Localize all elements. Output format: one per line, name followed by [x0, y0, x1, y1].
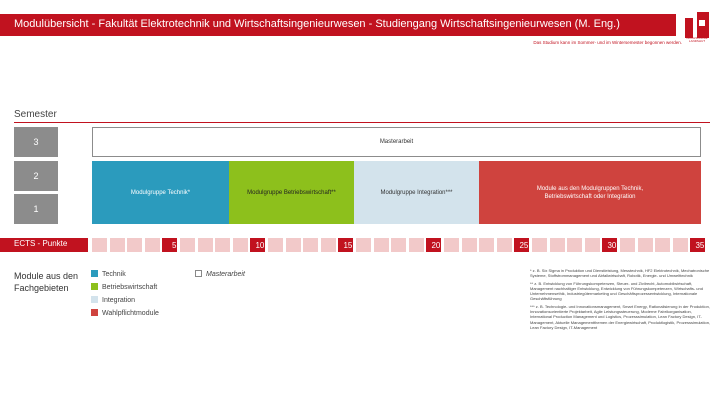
ects-cell [409, 238, 424, 252]
logo-text: HOCHSCHULE LANDSHUT [686, 36, 708, 43]
ects-cell [479, 238, 494, 252]
ects-label-bar [0, 238, 88, 252]
ects-cell [215, 238, 230, 252]
ects-cell [374, 238, 389, 252]
legend-item-integration [91, 296, 135, 304]
footnote-bwl: ** z. B. Entwicklung von Führungskompetenzen, Steuer- und Zivilrecht, Automobilwirtschaft, Management nachhaltiger Entwicklung, Entwicklung von Führungskompetenzen, Wirtschafts- und Unternehmensethik, Industriegütermarketing und Geschäftsprozessentwicklung, Internationale Geschäftsführung [530, 280, 703, 302]
legend-item-masterarbeit [195, 270, 245, 278]
legend-item-betriebswirtschaft [91, 283, 157, 291]
ects-cell [233, 238, 248, 252]
legend-item-wahlpflicht [91, 309, 159, 317]
module-technik-label: Modulgruppe Technik* [130, 189, 191, 196]
ects-cell [145, 238, 160, 252]
module-betriebswirtschaft [229, 161, 354, 224]
semester-box-2: 2 [14, 161, 58, 191]
ects-cell [110, 238, 125, 252]
legend-item-technik [91, 270, 126, 278]
ects-cell [268, 238, 283, 252]
ects-cell [567, 238, 582, 252]
module-technik [92, 161, 229, 224]
footnotes [530, 268, 712, 332]
ects-label: ECTS - Punkte [14, 239, 68, 248]
ects-mark-35: 35 [690, 238, 705, 252]
ects-cell [286, 238, 301, 252]
footnote-technik: * z. B. Six Sigma in Produktion und Dienstleistung, Messtechnik, HF2 Elektrotechnik, Mechatronische Systeme, Stoffstrommanagement und Abfallwirtschaft, Robotik, Energie- und Umwelttechnik [530, 268, 710, 279]
semester-divider [14, 122, 710, 123]
ects-cell [638, 238, 653, 252]
ects-mark-25: 25 [514, 238, 529, 252]
ects-cell [532, 238, 547, 252]
legend-swatch-technik [91, 270, 98, 277]
semester-box-3: 3 [14, 127, 58, 157]
legend-swatch-bwl [91, 283, 98, 290]
ects-cell [444, 238, 459, 252]
legend-label: Wahlpflichtmodule [102, 310, 159, 317]
ects-cell [303, 238, 318, 252]
ects-cell [585, 238, 600, 252]
footnote-integration: *** z. B. Technologie- und Innovationsmanagement, Smart Energy, Rationalisierung in der Produktion, Innovationsorientierte Projektarbeit, Agile Leistungssteuerung, Moderne Fabrikorganisation, International Production Management und Logistics, Prozesssimulation, Lean Factory Design, IT-Management, Aktuelle Managementthemen der Energiewirtschaft, Produktlogistik, Prozesssimulation, Lean Factory Design, IT-Management [530, 303, 711, 330]
module-integration-label: Modulgruppe Integration*** [380, 189, 453, 196]
ects-cell [391, 238, 406, 252]
legend-title [14, 270, 78, 294]
ects-mark-20: 20 [426, 238, 441, 252]
ects-cell [462, 238, 477, 252]
ects-cell [550, 238, 565, 252]
ects-cell [356, 238, 371, 252]
ects-cell [92, 238, 107, 252]
ects-cell [127, 238, 142, 252]
ects-mark-30: 30 [602, 238, 617, 252]
ects-mark-10: 10 [250, 238, 265, 252]
legend-title-line1: Module aus den [14, 271, 79, 281]
legend-swatch-masterarbeit [195, 270, 202, 277]
module-wahlpflicht [479, 161, 701, 224]
ects-cell [198, 238, 213, 252]
semester-label: Semester [14, 109, 57, 120]
university-logo [683, 12, 711, 42]
ects-cell [180, 238, 195, 252]
legend-title-line2: Fachgebieten [14, 283, 69, 293]
legend-swatch-wahlpflicht [91, 309, 98, 316]
legend-label: Technik [102, 271, 126, 278]
module-integration [354, 161, 479, 224]
start-note: Das Studium kann im Sommer- und im Wintersemester begonnen werden. [533, 40, 682, 45]
ects-cell [620, 238, 635, 252]
page-title: Modulübersicht - Fakultät Elektrotechnik und Wirtschaftsingenieurwesen - Studiengang Wirtschaftsingenieurwesen (M. Eng.) [14, 18, 620, 30]
module-wahlpflicht-label: Module aus den Modulgruppen Technik, Betriebswirtschaft oder Integration [536, 185, 644, 200]
ects-mark-15: 15 [338, 238, 353, 252]
ects-cell [655, 238, 670, 252]
legend-swatch-integration [91, 296, 98, 303]
module-bwl-label: Modulgruppe Betriebswirtschaft** [247, 189, 336, 196]
ects-cell [497, 238, 512, 252]
semester-box-1: 1 [14, 194, 58, 224]
legend-label: Integration [102, 297, 136, 304]
header-bar [0, 14, 676, 36]
masterarbeit-label: Masterarbeit [379, 139, 414, 145]
masterarbeit-block [92, 127, 701, 157]
legend-label: Masterarbeit [206, 271, 245, 278]
legend-label: Betriebswirtschaft [102, 284, 158, 291]
ects-cell [673, 238, 688, 252]
ects-mark-5: 5 [162, 238, 177, 252]
ects-cell [321, 238, 336, 252]
